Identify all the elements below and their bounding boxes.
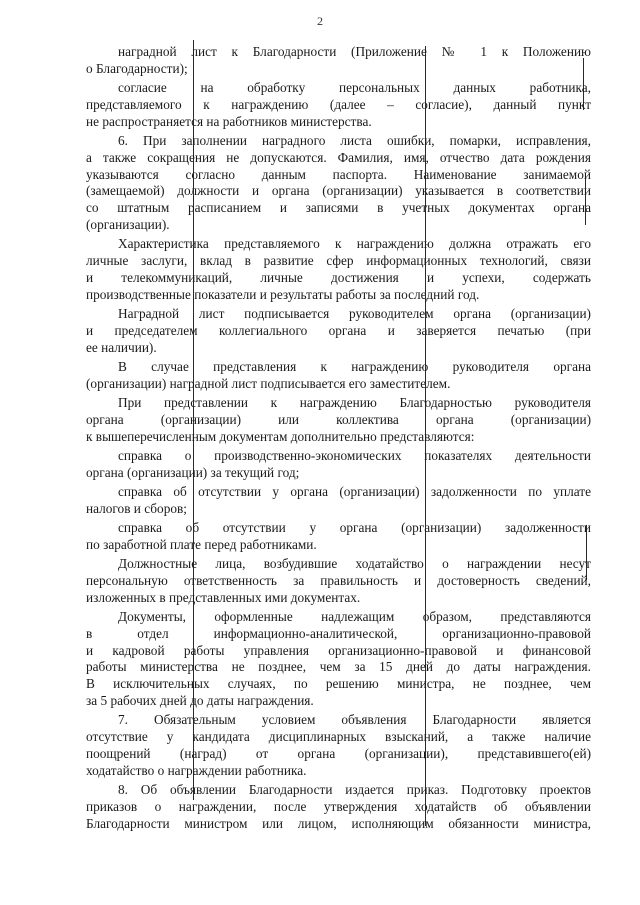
text-line: 7. Обязательным условием объявления Благодарности является bbox=[118, 712, 591, 728]
text-line: Документы, оформленные надлежащим образом, представляются bbox=[118, 609, 591, 624]
text-line: и кадровой работы управления организационно-правовой и финансовой bbox=[86, 642, 591, 658]
text-line: справка об отсутствии у органа (организации) задолженности по уплате bbox=[118, 483, 591, 499]
text-line: личные заслуги, вклад в развитие сфер информационных технологий, связи bbox=[86, 253, 591, 269]
text-line: согласие на обработку персональных данных работника, bbox=[118, 80, 591, 96]
text-line: 8. Об объявлении Благодарности издается приказ. Подготовку проектов bbox=[118, 781, 591, 797]
text-line: ходатайство о награждении работника. bbox=[86, 762, 307, 778]
text-line: ее наличии). bbox=[86, 339, 157, 355]
text-line: В случае представления к награждению руководителя органа bbox=[118, 358, 591, 374]
text-line: органа (организации) или коллектива органа (организации) bbox=[86, 411, 591, 427]
text-line: налогов и сборов; bbox=[86, 500, 187, 516]
text-line: приказов о награждении, после утверждения ходатайств об объявлении bbox=[86, 798, 591, 814]
page-number: 2 bbox=[317, 14, 323, 28]
text-line: не распространяется на работников министерства. bbox=[86, 113, 372, 129]
text-line: органа (организации) за текущий год; bbox=[86, 464, 300, 480]
text-line: за 5 рабочих дней до даты награждения. bbox=[86, 692, 314, 708]
text-line: поощрений (наград) от органа (организации), представившего(ей) bbox=[86, 745, 591, 761]
text-line: наградной лист к Благодарности (Приложение № 1 к Положению bbox=[118, 44, 591, 59]
text-line: со штатным расписанием и записями в учетных документах органа bbox=[86, 200, 591, 216]
text-line: 6. При заполнении наградного листа ошибки, помарки, исправления, bbox=[118, 132, 591, 148]
text-line: представляемого к награждению (далее – согласие), данный пункт bbox=[86, 96, 591, 112]
text-line: Благодарности министром или лицом, исполняющим обязанности министра, bbox=[86, 815, 591, 831]
text-line: справка о производственно-экономических показателях деятельности bbox=[118, 447, 591, 463]
body-text bbox=[86, 44, 591, 832]
text-line: Наградной лист подписывается руководителем органа (организации) bbox=[118, 305, 591, 321]
text-line: производственные показатели и результаты работы за последний год. bbox=[86, 286, 480, 302]
text-line: а также сокращения не допускаются. Фамилия, имя, отчество дата рождения bbox=[86, 149, 591, 165]
text-line: (организации). bbox=[86, 216, 170, 232]
text-line: (организации) наградной лист подписывается его заместителем. bbox=[86, 375, 451, 391]
text-line: отсутствие у кандидата дисциплинарных взысканий, а также наличие bbox=[86, 729, 591, 745]
text-line: указываются согласно данным паспорта. Наименование занимаемой bbox=[86, 166, 591, 182]
text-line: работы министерства не позднее, чем за 15 дней до даты награждения. bbox=[86, 659, 591, 675]
text-line: и председателем коллегиального органа и заверяется печатью (при bbox=[86, 322, 591, 338]
text-line: изложенных в представленных ими документах. bbox=[86, 589, 361, 605]
text-line: При представлении к награждению Благодарностью руководителя bbox=[118, 394, 591, 410]
text-line: справка об отсутствии у органа (организации) задолженности bbox=[118, 520, 591, 536]
text-line: Характеристика представляемого к награждению должна отражать его bbox=[118, 236, 591, 252]
text-line: Должностные лица, возбудившие ходатайство о награждении несут bbox=[118, 556, 591, 572]
text-line: (замещаемой) должности и органа (организации) указывается в соответствии bbox=[86, 183, 591, 199]
text-line: В исключительных случаях, по решению министра, не позднее, чем bbox=[86, 676, 591, 692]
text-line: персональную ответственность за правильность и достоверность сведений, bbox=[86, 572, 591, 588]
text-line: и телекоммуникаций, личные достижения и успехи, содержать bbox=[86, 269, 591, 285]
text-line: к вышеперечисленным документам дополнительно представляются: bbox=[86, 428, 475, 444]
text-line: в отдел информационно-аналитической, организационно-правовой bbox=[86, 625, 591, 641]
text-line: по заработной плате перед работниками. bbox=[86, 536, 317, 552]
text-line: о Благодарности); bbox=[86, 60, 188, 76]
